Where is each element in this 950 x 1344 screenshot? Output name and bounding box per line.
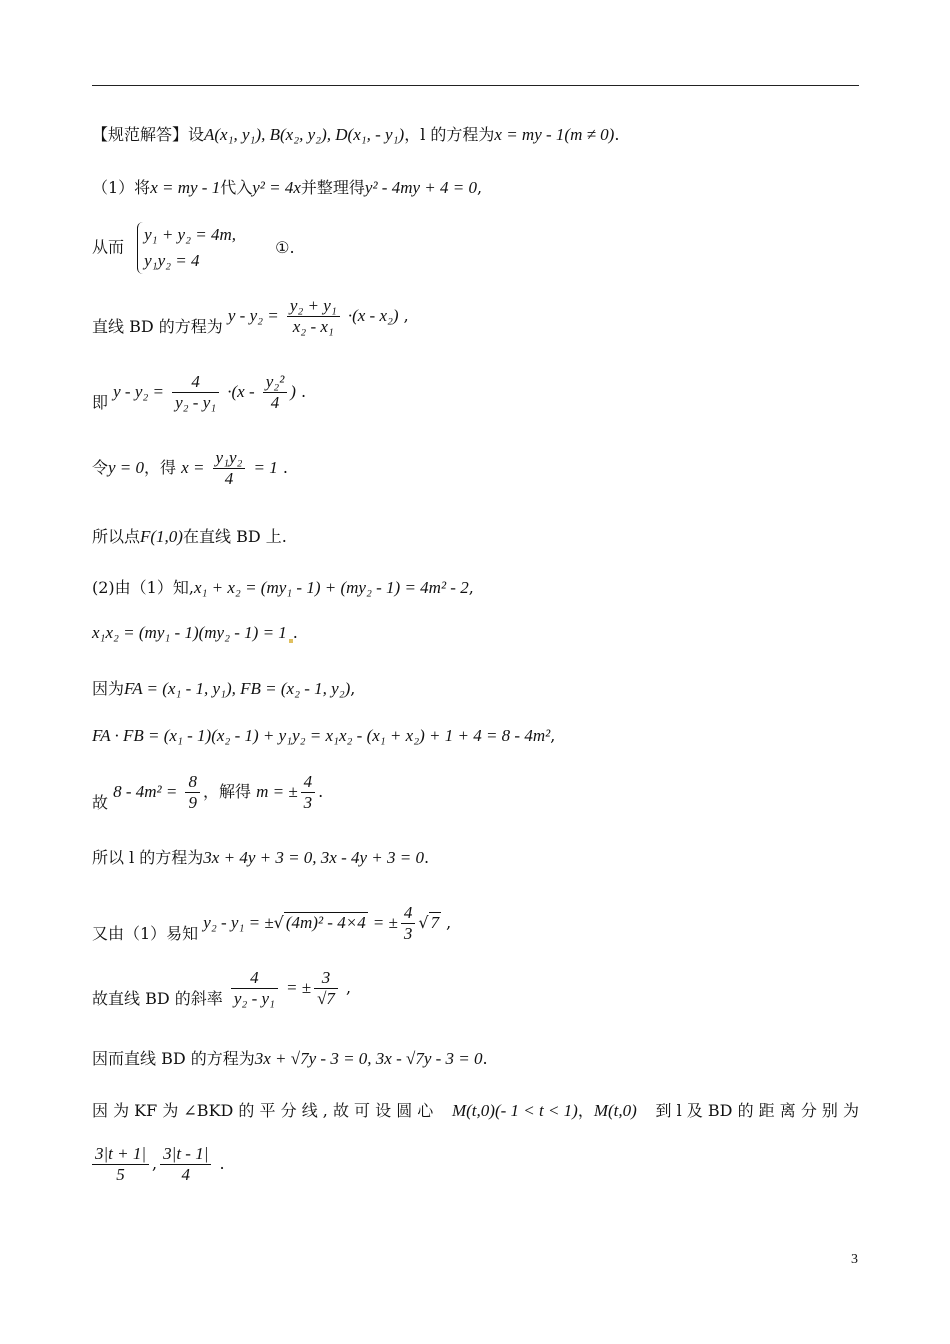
header-rule bbox=[92, 85, 859, 86]
line-distances: $\frac{3|t + 1|}{5}$ , $\frac{3|t - 1|}{4}$ . bbox=[92, 1144, 225, 1185]
line-substitute: （1）将x = my - 1代入y² = 4x并整理得y² - 4my + 4 = 0, bbox=[92, 178, 483, 197]
line-bd-equation: 直线 BD 的方程为 y - y₂ = $\frac{\text{y₂ + y₁}}{\text{x₂ - x₁}}$ ·(x - x₂) , bbox=[92, 296, 409, 336]
line-system: 从而 y₁ + y₂ = 4m, y₁y₂ = 4 ①. bbox=[92, 222, 295, 274]
line-bd-slope: 故直线 BD 的斜率 $\frac{4}{\text{y₂ - y₁}}$ = ± $\frac{3}{√7}$ , bbox=[92, 968, 352, 1008]
line-point-f: 所以点F(1,0)在直线 BD 上. bbox=[92, 527, 287, 546]
line-dot-product: FA · FB = (x₁ - 1)(x₂ - 1) + y₁y₂ = x₁x₂ - (x₁ + x₂) + 1 + 4 = 8 - 4m², bbox=[92, 726, 556, 745]
line-l-equation: 所以 l 的方程为3x + 4y + 3 = 0, 3x - 4y + 3 = 0. bbox=[92, 848, 430, 867]
line-solve-m: 故 8 - 4m² = $\frac{8}{9}$ ，解得 m = ± $\frac{4}{3}$ . bbox=[92, 772, 324, 812]
highlight-mark bbox=[289, 639, 293, 643]
line-bd-final: 因而直线 BD 的方程为3x + √7y - 3 = 0, 3x - √7y - 3 = 0. bbox=[92, 1049, 488, 1068]
line-vectors: 因为FA = (x₁ - 1, y₁), FB = (x₂ - 1, y₂), bbox=[92, 679, 356, 698]
line-y-zero: 令y = 0，得 x = $\frac{\text{y₁y₂}}{4}$ = 1 . bbox=[92, 448, 288, 488]
line-setup: 【规范解答】设A(x₁, y₁), B(x₂, y₂), D(x₁, - y₁)，l 的方程为x = my - 1(m ≠ 0). bbox=[92, 125, 620, 144]
equation-system: y₁ + y₂ = 4m, y₁y₂ = 4 bbox=[137, 222, 236, 274]
line-part2-sum: (2)由（1）知,x₁ + x₂ = (my₁ - 1) + (my₂ - 1) = 4m² - 2, bbox=[92, 578, 474, 597]
line-bd-simplified: 即 y - y₂ = $\frac{4}{\text{y₂ - y₁}}$ ·(x - $\frac{\text{y₂²}}{4}$ ) . bbox=[92, 372, 307, 412]
page-number: 3 bbox=[851, 1252, 858, 1267]
line-bisector: 因 为 KF 为 ∠BKD 的 平 分 线 , 故 可 设 圆 心 M(t,0)(- 1 < t < 1)，M(t,0) 到 l 及 BD 的 距 离 分 别 为 bbox=[92, 1101, 859, 1120]
line-part2-product: x₁x₂ = (my₁ - 1)(my₂ - 1) = 1 . bbox=[92, 623, 298, 642]
line-y-difference: 又由（1）易知 y₂ - y₁ = ±√ (4m)² - 4×4 = ± $\frac{4}{3}$ √ 7 , bbox=[92, 903, 452, 943]
